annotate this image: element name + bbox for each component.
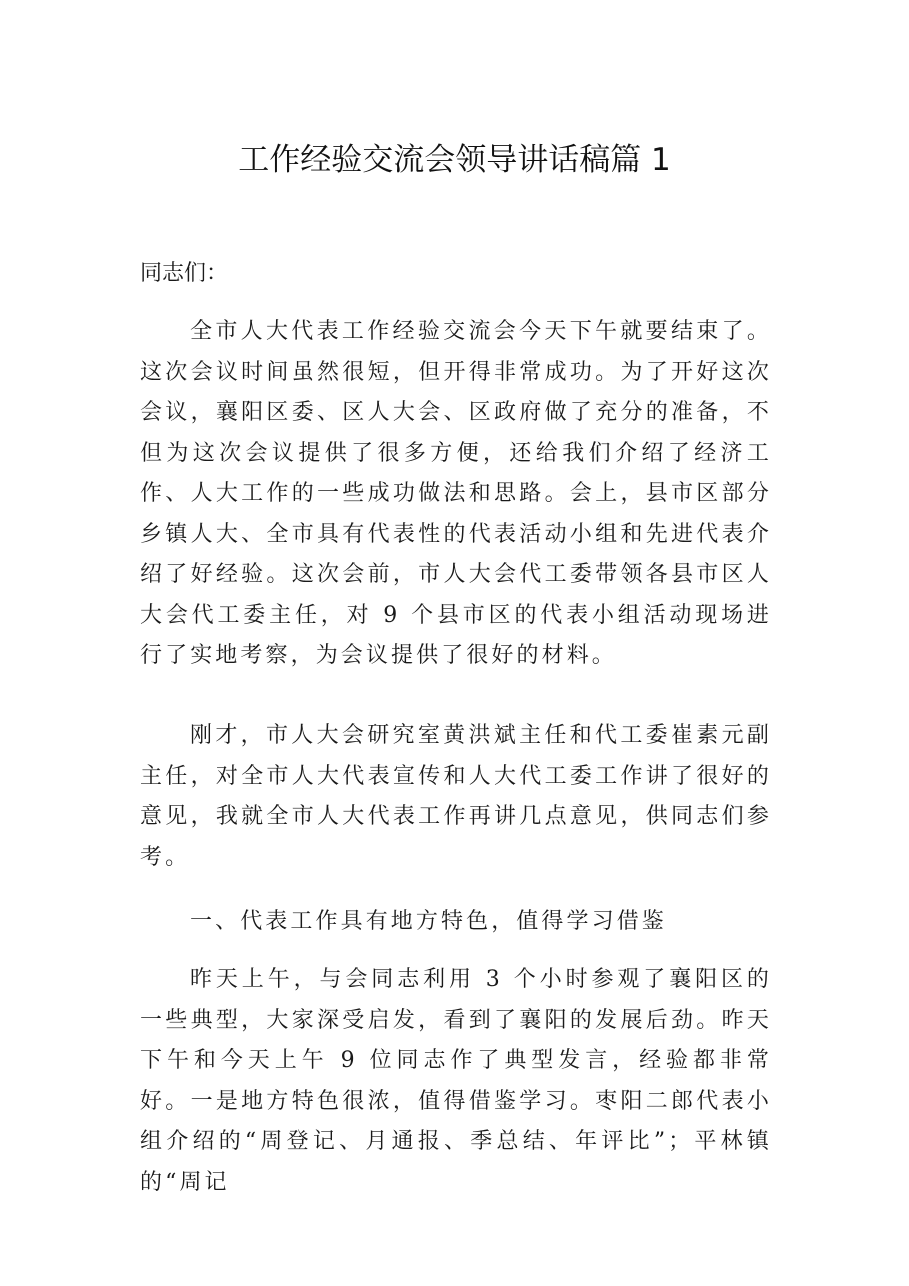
paragraph-1: 全市人大代表工作经验交流会今天下午就要结束了。这次会议时间虽然很短，但开得非常成功。为了开好这次会议，襄阳区委、区人大会、区政府做了充分的准备，不但为这次会议提供了很多方便，还给我们介绍了经济工作、人大工作的一些成功做法和思路。会上，县市区部分乡镇人大、全市具有代表性的代表活动小组和先进代表介绍了好经验。这次会前，市人大会代工委带领各县市区人大会代工委主任，对 9 个县市区的代表小组活动现场进行了实地考察，为会议提供了很好的材料。 bbox=[140, 319, 772, 668]
section-heading-1: 一、代表工作具有地方特色，值得学习借鉴 bbox=[190, 909, 667, 934]
paragraph-3: 昨天上午，与会同志利用 3 个小时参观了襄阳区的一些典型，大家深受启发，看到了襄阳的发展后劲。昨天下午和今天上午 9 位同志作了典型发言，经验都非常好。一是地方特色很浓，值得借鉴学习。枣阳二郎代表小组介绍的“周登记、月通报、季总结、年评比”；平林镇的“周记 bbox=[140, 967, 772, 1195]
paragraph-2: 刚才，市人大会研究室黄洪斌主任和代工委崔素元副主任，对全市人大代表宣传和人大代工委工作讲了很好的意见，我就全市人大代表工作再讲几点意见，供同志们参考。 bbox=[140, 723, 772, 870]
document-title: 工作经验交流会领导讲话稿篇 1 bbox=[238, 142, 671, 178]
salutation: 同志们： bbox=[140, 261, 229, 286]
